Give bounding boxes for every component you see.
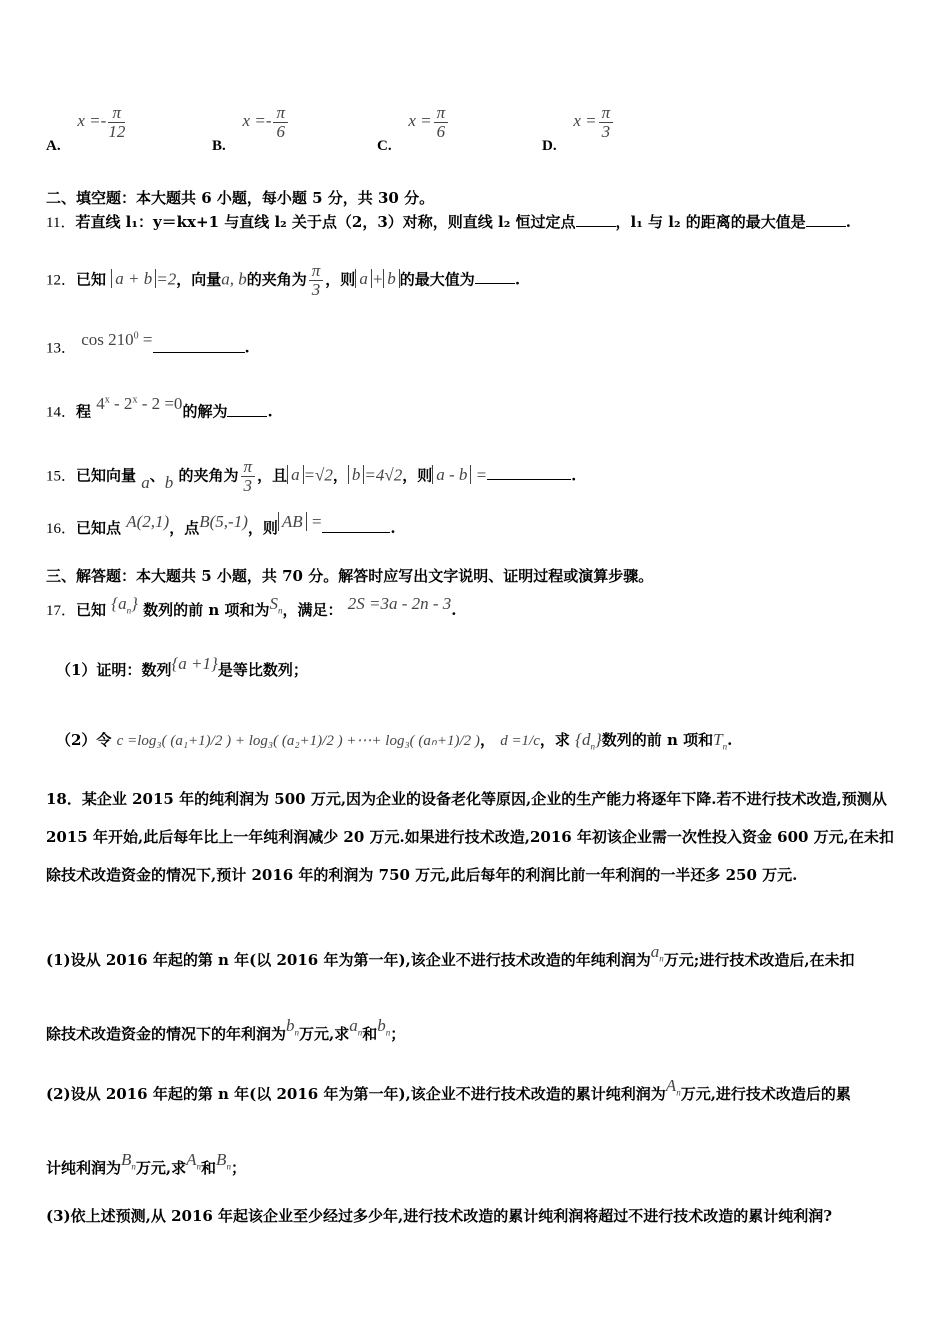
question-17-part-1: （1）证明：数列{a +1}是等比数列；: [56, 654, 308, 679]
question-18-part-3: (3)依上述预测,从 2016 年起该企业至少经过多少年,进行技术改造的累计纯利润将超过不进行技术改造的累计纯利润?: [46, 1207, 833, 1225]
question-18-part-2-line-1: (2)设从 2016 年起的第 n 年(以 2016 年为第一年),该企业不进行技术改造的累计纯利润为$A_n$万元,进行技术改造后的累: [46, 1076, 851, 1103]
option-label: D.: [542, 138, 557, 155]
question-14: 14．程 4$^x$ - 2$^x$ - 2 =0的解为 .: [46, 393, 273, 421]
section-heading-fill-in: 二、填空题：本大题共 6 小题，每小题 5 分，共 30 分。: [46, 189, 435, 207]
question-16: 16．已知点 A(2,1)，点B(5,-1)，则 AB = .: [46, 512, 396, 537]
option-b: [212, 103, 290, 155]
option-c: [377, 103, 450, 155]
option-label: B.: [212, 138, 226, 155]
option-formula: x =- $\frac{\pi}{6}$: [243, 111, 290, 130]
question-18-part-1-line-1: (1)设从 2016 年起的第 n 年(以 2016 年为第一年),该企业不进行技术改造的年纯利润为$a_n$万元;进行技术改造后,在未扣: [46, 942, 855, 969]
option-d: [542, 103, 615, 155]
question-18-part-2-line-2: 计纯利润为$B_n$万元,求$A_n$和$B_n$；: [46, 1150, 246, 1177]
question-17-part-2: （2）令 c =log₃( (a₁+1)/2 ) + log₃( (a₂+1)/2 ) +⋯+ log₃( (aₙ+1)/2 )， d =1/c，求 $\{d_n\}$数列的前 n 项和$T_n$.: [56, 730, 733, 752]
option-label: C.: [377, 138, 392, 155]
option-label: A.: [46, 138, 61, 155]
question-11: 11．若直线 l₁：y＝kx+1 与直线 l₂ 关于点（2，3）对称，则直线 l₂ 恒过定点 ，l₁ 与 l₂ 的距离的最大值是 .: [46, 213, 851, 231]
question-15: 15．已知向量 a、b 的夹角为 $\frac{\pi}{3}$ ，且 a =√2， b =4√2，则 a - b = .: [46, 457, 577, 495]
question-18-intro: 18．某企业 2015 年的纯利润为 500 万元,因为企业的设备老化等原因,企业的生产能力将逐年下降.若不进行技术改造,预测从 2015 年开始,此后每年比上一年纯利润减少 20 万元.如果进行技术改造,2016 年初该企业需一次性投入资金 600 万元,在未扣除技术改造资金的情况下,预计 2016 年的利润为 750 万元,此后每年的利润比前一年利润的一半还多 250 万元.: [46, 790, 894, 884]
question-18-part-1-line-2: 除技术改造资金的情况下的年利润为$b_n$万元,求$a_n$和$b_n$；: [46, 1016, 406, 1043]
option-a: [46, 103, 127, 155]
option-formula: x = $\frac{\pi}{6}$: [408, 111, 450, 130]
option-formula: x = $\frac{\pi}{3}$: [573, 111, 615, 130]
option-formula: x =- $\frac{\pi}{12}$: [77, 103, 126, 141]
question-13: 13． $\cos 210^0$ = .: [46, 329, 250, 357]
section-heading-solve: 三、解答题：本大题共 5 小题，共 70 分。解答时应写出文字说明、证明过程或演算步骤。: [46, 567, 654, 585]
question-17: 17．已知 $\{a_n\}$ 数列的前 n 项和为$S_n$，满足： 2S =3a - 2n - 3.: [46, 594, 457, 619]
question-12: 12．已知 a + b =2，向量a, b的夹角为 $\frac{\pi}{3}$ ，则 a + b 的最大值为 .: [46, 261, 521, 299]
